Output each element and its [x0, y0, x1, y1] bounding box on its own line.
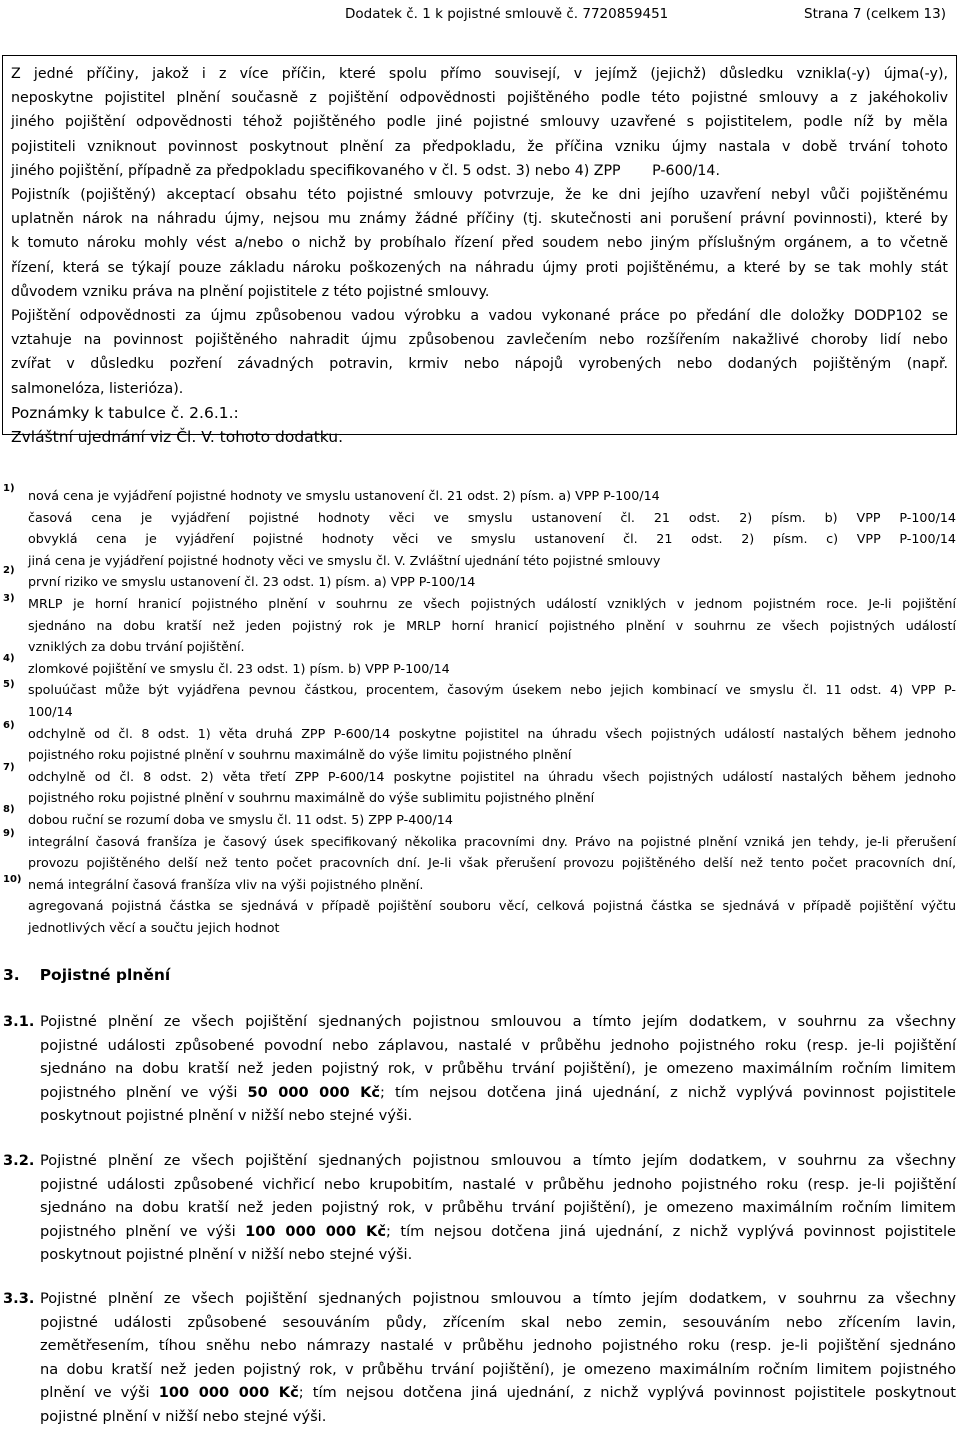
footnote-line: odchylně od čl. 8 odst. 2) věta třetí ZPP P-600/14 poskytne pojistitel na úhradu všech pojistných událostí nastalých během jednoho [28, 768, 956, 784]
page-number: Strana 7 (celkem 13) [804, 6, 946, 22]
footnote-text [28, 723, 956, 766]
footnote-line: dobou ruční se rozumí doba ve smyslu čl. 11 odst. 5) ZPP P-400/14 [28, 812, 453, 827]
clause-line: pojistného plnění ve výši 50 000 000 Kč; tím nejsou dotčena jiná ujednání, z nichž vyplývá povinnost pojistitele [40, 1083, 956, 1101]
footnote-text [28, 571, 956, 593]
footnote-number: 9) [3, 828, 15, 839]
text-line: jiného pojištění, případně za předpokladu specifikovaného v čl. 5 odst. 3) nebo 4) ZPP P-600/14. [11, 162, 720, 179]
footnote-line: 100/14 [28, 703, 73, 719]
footnote-line: provozu pojištěného delší než tento počet pracovních dní. Je-li však přerušení provozu pojištěného delší než tento počet pracovních dní, [28, 855, 956, 871]
clause-line: Pojistné plnění ze všech pojištění sjednaných pojistnou smlouvou a tímto jejím dodatkem, v souhrnu za všechny [40, 1013, 956, 1030]
footnote-number: 5) [3, 679, 15, 690]
document-title: Dodatek č. 1 k pojistné smlouvě č. 7720859451 [345, 6, 669, 22]
clause-number: 3.2. [3, 1152, 35, 1169]
footnote-line: pojistného roku pojistné plnění v souhrnu maximálně do výše limitu pojistného plnění [28, 747, 572, 763]
footnote-line: integrální časová franšíza je časový úsek specifikovaný několika pracovními dny. Právo na pojistné plnění vzniká jen tehdy, je-li přerušení [28, 833, 956, 849]
text-line: jiného pojištění odpovědnosti téhož pojištěného podle jiné pojistné smlouvy uzavřené s pojistitelem, podle níž by měla [11, 114, 948, 131]
footnote-line: odchylně od čl. 8 odst. 1) věta druhá ZPP P-600/14 poskytne pojistitel na úhradu všech pojistných událostí nastalých během jednoho [28, 725, 956, 741]
paragraph-3 [11, 304, 948, 401]
footnote-number: 6) [3, 720, 15, 731]
footnote-text [28, 766, 956, 809]
clause-line: zemětřesením, tíhou sněhu nebo námrazy nastalé v průběhu jednoho pojistného roku (resp. je-li pojištění sjednáno [40, 1337, 956, 1355]
footnote-text [28, 679, 956, 722]
text-line: Z jedné příčiny, jakož i z více příčin, které spolu přímo souvisejí, v jejímž (jejichž) důsledku vznikla(-y) újma(-y), [11, 66, 948, 82]
text-line: řízení, která se týkají pouze základu nároku poškozených na náhradu újmy proti pojištěnému, a které by se tak mohly stát [11, 259, 948, 276]
section-heading [3, 966, 170, 984]
text-line: Pojistník (pojištěný) akceptací obsahu této pojistné smlouvy potvrzuje, že ke dni jejího uzavření nebyl vůči pojištěnému [11, 187, 948, 204]
footnote-line: vzniklých za dobu trvání pojištění. [28, 639, 245, 655]
text-line: Pojištění odpovědnosti za újmu způsobenou vadou výrobku a vadou vykonané práce po předání dle doložky DODP102 se [11, 308, 948, 325]
footnote-line: jednotlivých věcí a součtu jejich hodnot [28, 919, 280, 935]
text-line: neposkytne pojistitel plnění současně z pojištění odpovědnosti pojištěného podle této pojistné smlouvy a z jakéhokoliv [11, 90, 948, 107]
text-line: uplatněn nárok na náhradu újmy, nejsou mu známy žádné příčiny (tj. skutečnosti ani porušení právní povinnosti), které by [11, 211, 948, 228]
paragraph-2 [11, 183, 948, 304]
clause-number: 3.1. [3, 1013, 35, 1030]
footnote-line: nemá integrální časová franšíza vliv na výši pojistného plnění. [28, 876, 424, 892]
clause-line: pojistné události způsobené vichřicí nebo krupobitím, nastalé v průběhu jednoho pojistného roku (resp. je-li pojištění [40, 1175, 956, 1193]
footnote-number: 3) [3, 593, 15, 604]
footnote-text [28, 485, 956, 571]
clause-line: poskytnout pojistné plnění v nižší nebo stejné výši. [40, 1107, 413, 1125]
footnote-line: obvyklá cena je vyjádření pojistné hodnoty věci ve smyslu ustanovení čl. 21 odst. 2) písm. c) VPP P-100/14 [28, 531, 956, 547]
text-line: vztahuje na povinnost pojištěného nahradit újmu způsobenou zavlečením nebo rozšířením nakažlivé choroby lidí nebo [11, 332, 948, 349]
text-line: zvířat v důsledku pozření závadných potravin, krmiv nebo nápojů vyrobených nebo dodaných pojištěným (např. [11, 356, 948, 373]
footnote-line: sjednáno na dobu kratší než jeden pojistný rok je MRLP horní hranicí pojistného plnění v souhrnu ze všech pojistných událostí [28, 617, 956, 633]
special-arrangement: Zvláštní ujednání viz Čl. V. tohoto dodatku. [11, 427, 344, 446]
notes-label: Poznámky k tabulce č. 2.6.1.: [11, 403, 239, 422]
footnote-line: nová cena je vyjádření pojistné hodnoty ve smyslu ustanovení čl. 21 odst. 2) písm. a) VPP P-100/14 [28, 488, 660, 503]
clause-text [40, 1287, 956, 1429]
clause-line: pojistné události způsobené povodní nebo záplavou, nastalé v průběhu jednoho pojistného roku (resp. je-li pojištění [40, 1036, 956, 1054]
footnote-text [28, 593, 956, 658]
clause-line: sjednáno na dobu kratší než jeden pojistný rok, v průběhu trvání pojištění), je omezeno maximálním ročním limitem [40, 1199, 956, 1217]
footnote-line: první riziko ve smyslu ustanovení čl. 23 odst. 1) písm. a) VPP P-100/14 [28, 574, 476, 590]
footnote-number: 2) [3, 565, 15, 576]
footnote-number: 8) [3, 804, 15, 815]
section-number: 3. [3, 966, 20, 984]
clause-text [40, 1010, 956, 1128]
text-line: pojistiteli vzniknout povinnost poskytnout plnění za předpokladu, že příčina vzniku újmy nastala v době trvání tohoto [11, 138, 948, 155]
clause-text [40, 1149, 956, 1267]
clause-line: pojistného plnění ve výši 100 000 000 Kč; tím nejsou dotčena jiná ujednání, z nichž vyplývá povinnost pojistitele [40, 1222, 956, 1240]
text-line: důvodem vzniku práva na plnění pojistitele z této pojistné smlouvy. [11, 283, 490, 300]
footnote-line: MRLP je horní hranicí pojistného plnění v souhrnu ze všech pojistných událostí vzniklých v jednom pojistném roce. Je-li pojištění [28, 596, 956, 611]
clause-line: sjednáno na dobu kratší než jeden pojistný rok, v průběhu trvání pojištění), je omezeno maximálním ročním limitem [40, 1060, 956, 1078]
footnote-text [28, 895, 956, 938]
text-line: k tomuto nároku mohly vést a/nebo o nichž by probíhalo řízení před soudem nebo jiným příslušným orgánem, a to včetně [11, 235, 948, 252]
footnote-line: agregovaná pojistná částka se sjednává v případě pojištění souboru věcí, celková pojistná částka se sjednává v případě pojištění výčtu [28, 898, 956, 914]
footnote-number: 4) [3, 653, 15, 664]
footnote-line: jiná cena je vyjádření pojistné hodnoty věci ve smyslu čl. V. Zvláštní ujednání této pojistné smlouvy [28, 552, 661, 568]
footnote-text [28, 809, 956, 831]
footnote-number: 10) [3, 874, 22, 885]
limit-amount: 100 000 000 Kč [245, 1222, 387, 1240]
footnote-text [28, 658, 956, 680]
clause-number: 3.3. [3, 1290, 35, 1307]
footnote-line: spoluúčast může být vyjádřena pevnou částkou, procentem, časovým úsekem nebo jejich kombinací ve smyslu čl. 11 odst. 4) VPP P- [28, 682, 956, 698]
clause-line: pojistné události způsobené sesouváním půdy, zřícením skal nebo zemin, sesouváním nebo zřícením lavin, [40, 1313, 956, 1331]
page-header [0, 6, 960, 28]
clause-line: plnění ve výši 100 000 000 Kč; tím nejsou dotčena jiná ujednání, z nichž vyplývá povinnost pojistitele poskytnout [40, 1384, 956, 1402]
footnote-line: časová cena je vyjádření pojistné hodnoty věci ve smyslu ustanovení čl. 21 odst. 2) písm. b) VPP P-100/14 [28, 509, 956, 525]
clause-line: Pojistné plnění ze všech pojištění sjednaných pojistnou smlouvou a tímto jejím dodatkem, v souhrnu za všechny [40, 1152, 956, 1169]
footnote-number: 7) [3, 762, 15, 773]
limit-amount: 50 000 000 Kč [247, 1083, 381, 1101]
limit-amount: 100 000 000 Kč [158, 1384, 299, 1402]
conditions-box [2, 55, 957, 446]
clause-line: poskytnout pojistné plnění v nižší nebo stejné výši. [40, 1246, 413, 1264]
section-title: Pojistné plnění [39, 966, 171, 984]
clause-line: pojistné plnění v nižší nebo stejné výši. [40, 1407, 327, 1425]
clause-line: Pojistné plnění ze všech pojištění sjednaných pojistnou smlouvou a tímto jejím dodatkem, v souhrnu za všechny [40, 1290, 956, 1307]
footnote-line: pojistného roku pojistné plnění v souhrnu maximálně do výše sublimitu pojistného plnění [28, 790, 595, 806]
footnote-text [28, 831, 956, 896]
footnote-line: zlomkové pojištění ve smyslu čl. 23 odst. 1) písm. b) VPP P-100/14 [28, 660, 450, 676]
clause-line: na dobu kratší než jeden pojistný rok, v průběhu trvání pojištění), je omezeno maximálním ročním limitem pojistného [40, 1360, 956, 1378]
text-line: salmonelóza, listerióza). [11, 380, 184, 397]
footnote-number: 1) [3, 483, 15, 494]
paragraph-1 [11, 62, 948, 183]
